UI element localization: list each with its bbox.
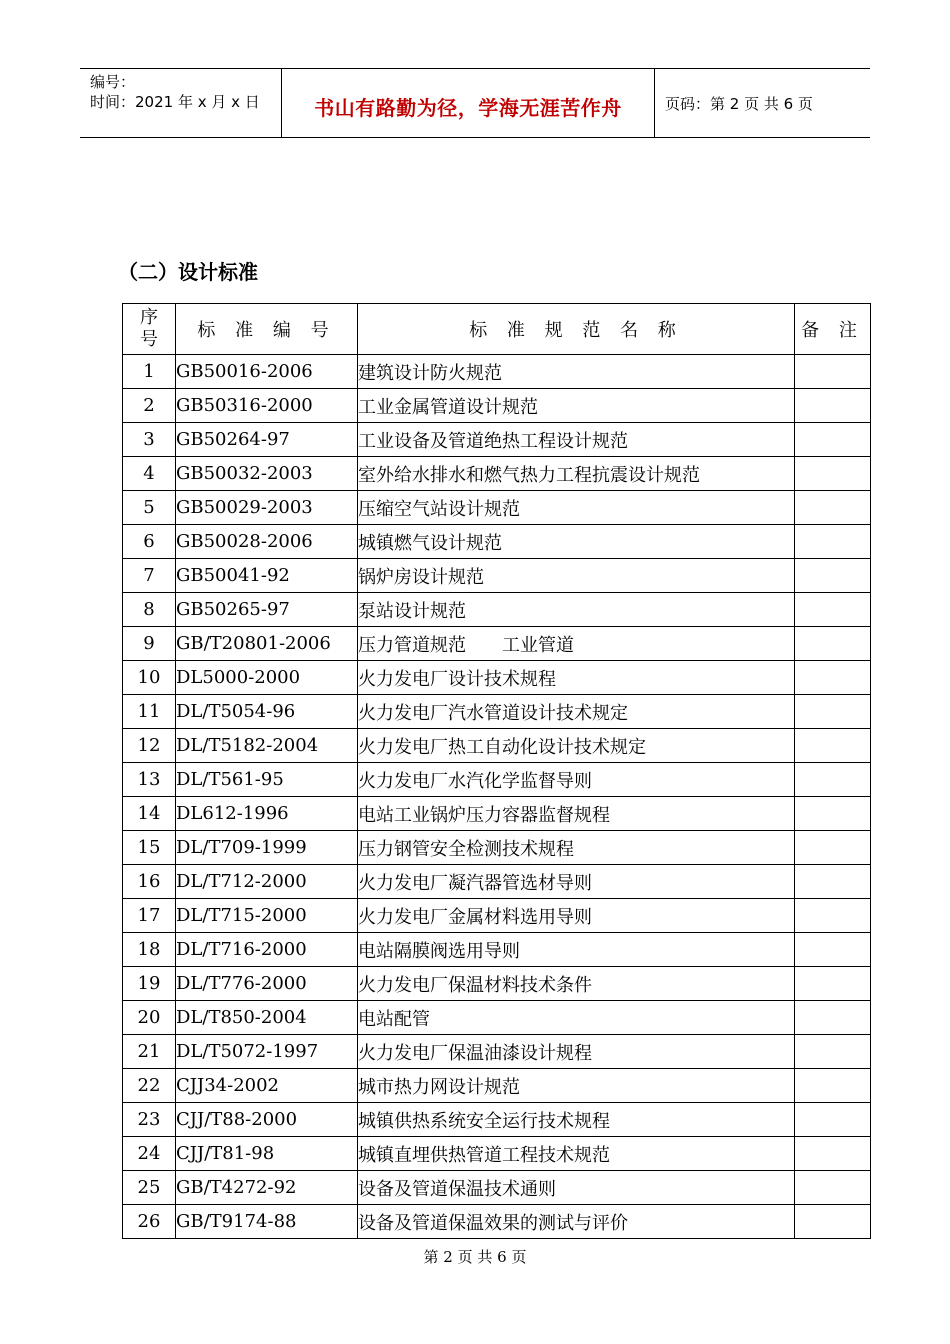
row-standard-name: 城镇直埋供热管道工程技术规范	[358, 1137, 795, 1171]
row-standard-code: GB/T4272-92	[176, 1171, 358, 1205]
row-serial-number: 17	[123, 899, 176, 933]
row-remarks	[795, 1171, 871, 1205]
table-row	[123, 1035, 871, 1069]
row-serial-number: 9	[123, 627, 176, 661]
row-standard-code: DL/T776-2000	[176, 967, 358, 1001]
row-serial-number: 15	[123, 831, 176, 865]
row-remarks	[795, 1205, 871, 1239]
table-row	[123, 355, 871, 389]
row-standard-code: DL5000-2000	[176, 661, 358, 695]
row-serial-number: 21	[123, 1035, 176, 1069]
row-serial-number: 20	[123, 1001, 176, 1035]
table-row	[123, 491, 871, 525]
row-remarks	[795, 593, 871, 627]
row-standard-code: GB/T9174-88	[176, 1205, 358, 1239]
row-standard-code: GB50032-2003	[176, 457, 358, 491]
document-date-label: 时间：2021 年 x 月 x 日	[90, 93, 260, 111]
row-serial-number: 12	[123, 729, 176, 763]
table-row	[123, 423, 871, 457]
table-row	[123, 1137, 871, 1171]
row-remarks	[795, 1035, 871, 1069]
row-standard-name: 室外给水排水和燃气热力工程抗震设计规范	[358, 457, 795, 491]
row-standard-code: DL/T715-2000	[176, 899, 358, 933]
header-standard-name: 标 准 规 范 名 称	[358, 304, 795, 355]
header-motto: 书山有路勤为径，学海无涯苦作舟	[314, 96, 622, 120]
header-page-info: 页码：第 2 页 共 6 页	[665, 95, 813, 113]
row-serial-number: 1	[123, 355, 176, 389]
row-serial-number: 2	[123, 389, 176, 423]
row-standard-name: 火力发电厂设计技术规程	[358, 661, 795, 695]
row-remarks	[795, 729, 871, 763]
row-remarks	[795, 933, 871, 967]
row-serial-number: 22	[123, 1069, 176, 1103]
row-standard-code: DL/T5182-2004	[176, 729, 358, 763]
row-serial-number: 25	[123, 1171, 176, 1205]
row-standard-name: 设备及管道保温效果的测试与评价	[358, 1205, 795, 1239]
table-row	[123, 559, 871, 593]
table-body	[123, 355, 871, 1239]
header-meta-cell	[80, 69, 282, 137]
row-standard-name: 城镇供热系统安全运行技术规程	[358, 1103, 795, 1137]
row-standard-name: 火力发电厂热工自动化设计技术规定	[358, 729, 795, 763]
row-standard-code: DL/T709-1999	[176, 831, 358, 865]
table-row	[123, 1001, 871, 1035]
row-standard-name: 锅炉房设计规范	[358, 559, 795, 593]
header-standard-code: 标 准 编 号	[176, 304, 358, 355]
row-remarks	[795, 389, 871, 423]
table-row	[123, 899, 871, 933]
table-row	[123, 1069, 871, 1103]
row-standard-name: 电站配管	[358, 1001, 795, 1035]
row-serial-number: 26	[123, 1205, 176, 1239]
row-standard-name: 火力发电厂汽水管道设计技术规定	[358, 695, 795, 729]
row-standard-name: 工业金属管道设计规范	[358, 389, 795, 423]
row-standard-code: DL/T561-95	[176, 763, 358, 797]
table-row	[123, 661, 871, 695]
row-standard-name: 城市热力网设计规范	[358, 1069, 795, 1103]
row-standard-code: DL/T850-2004	[176, 1001, 358, 1035]
table-row	[123, 1103, 871, 1137]
row-remarks	[795, 967, 871, 1001]
table-row	[123, 933, 871, 967]
document-number-label: 编号：	[90, 73, 136, 91]
header-motto-cell	[282, 69, 655, 137]
row-standard-code: GB50029-2003	[176, 491, 358, 525]
row-remarks	[795, 423, 871, 457]
row-serial-number: 4	[123, 457, 176, 491]
row-serial-number: 6	[123, 525, 176, 559]
header-remarks: 备 注	[795, 304, 871, 355]
row-standard-name: 火力发电厂保温材料技术条件	[358, 967, 795, 1001]
row-standard-name: 压力管道规范 工业管道	[358, 627, 795, 661]
table-row	[123, 831, 871, 865]
row-remarks	[795, 559, 871, 593]
row-standard-code: DL/T5054-96	[176, 695, 358, 729]
table-row	[123, 1171, 871, 1205]
table-row	[123, 763, 871, 797]
row-serial-number: 13	[123, 763, 176, 797]
table-row	[123, 695, 871, 729]
standards-table	[122, 303, 871, 1239]
row-remarks	[795, 1001, 871, 1035]
row-serial-number: 3	[123, 423, 176, 457]
row-serial-number: 18	[123, 933, 176, 967]
table-row	[123, 729, 871, 763]
row-serial-number: 16	[123, 865, 176, 899]
row-standard-name: 火力发电厂金属材料选用导则	[358, 899, 795, 933]
row-remarks	[795, 899, 871, 933]
row-standard-name: 设备及管道保温技术通则	[358, 1171, 795, 1205]
row-standard-name: 城镇燃气设计规范	[358, 525, 795, 559]
row-serial-number: 7	[123, 559, 176, 593]
row-remarks	[795, 695, 871, 729]
row-standard-name: 压力钢管安全检测技术规程	[358, 831, 795, 865]
row-serial-number: 10	[123, 661, 176, 695]
row-standard-code: GB50316-2000	[176, 389, 358, 423]
row-standard-code: GB50041-92	[176, 559, 358, 593]
page-header	[80, 68, 870, 138]
row-serial-number: 14	[123, 797, 176, 831]
row-standard-name: 建筑设计防火规范	[358, 355, 795, 389]
row-remarks	[795, 457, 871, 491]
row-standard-code: DL612-1996	[176, 797, 358, 831]
row-standard-code: CJJ34-2002	[176, 1069, 358, 1103]
row-remarks	[795, 763, 871, 797]
page-footer: 第 2 页 共 6 页	[423, 1248, 527, 1266]
row-remarks	[795, 661, 871, 695]
row-standard-code: DL/T716-2000	[176, 933, 358, 967]
row-serial-number: 19	[123, 967, 176, 1001]
row-serial-number: 23	[123, 1103, 176, 1137]
row-serial-number: 5	[123, 491, 176, 525]
row-standard-name: 火力发电厂凝汽器管选材导则	[358, 865, 795, 899]
row-serial-number: 8	[123, 593, 176, 627]
row-serial-number: 24	[123, 1137, 176, 1171]
row-remarks	[795, 1103, 871, 1137]
table-row	[123, 525, 871, 559]
table-row	[123, 967, 871, 1001]
row-remarks	[795, 1137, 871, 1171]
row-standard-code: GB50264-97	[176, 423, 358, 457]
row-remarks	[795, 627, 871, 661]
header-serial-number: 序号	[123, 304, 176, 355]
row-remarks	[795, 865, 871, 899]
table-row	[123, 865, 871, 899]
row-remarks	[795, 491, 871, 525]
row-standard-name: 电站工业锅炉压力容器监督规程	[358, 797, 795, 831]
row-standard-name: 火力发电厂保温油漆设计规程	[358, 1035, 795, 1069]
row-remarks	[795, 1069, 871, 1103]
header-page-cell	[655, 69, 870, 137]
row-standard-code: DL/T5072-1997	[176, 1035, 358, 1069]
row-standard-name: 压缩空气站设计规范	[358, 491, 795, 525]
row-serial-number: 11	[123, 695, 176, 729]
table-row	[123, 1205, 871, 1239]
row-standard-code: GB50265-97	[176, 593, 358, 627]
row-standard-name: 火力发电厂水汽化学监督导则	[358, 763, 795, 797]
row-remarks	[795, 797, 871, 831]
table-row	[123, 797, 871, 831]
table-row	[123, 457, 871, 491]
row-standard-name: 工业设备及管道绝热工程设计规范	[358, 423, 795, 457]
row-remarks	[795, 525, 871, 559]
table-row	[123, 627, 871, 661]
row-remarks	[795, 831, 871, 865]
row-standard-name: 泵站设计规范	[358, 593, 795, 627]
row-standard-code: DL/T712-2000	[176, 865, 358, 899]
table-row	[123, 389, 871, 423]
table-header-row	[123, 304, 871, 355]
row-standard-code: CJJ/T81-98	[176, 1137, 358, 1171]
section-title: （二）设计标准	[118, 260, 258, 284]
row-standard-code: CJJ/T88-2000	[176, 1103, 358, 1137]
row-standard-code: GB50028-2006	[176, 525, 358, 559]
row-standard-name: 电站隔膜阀选用导则	[358, 933, 795, 967]
table-row	[123, 593, 871, 627]
row-standard-code: GB/T20801-2006	[176, 627, 358, 661]
row-standard-code: GB50016-2006	[176, 355, 358, 389]
row-remarks	[795, 355, 871, 389]
